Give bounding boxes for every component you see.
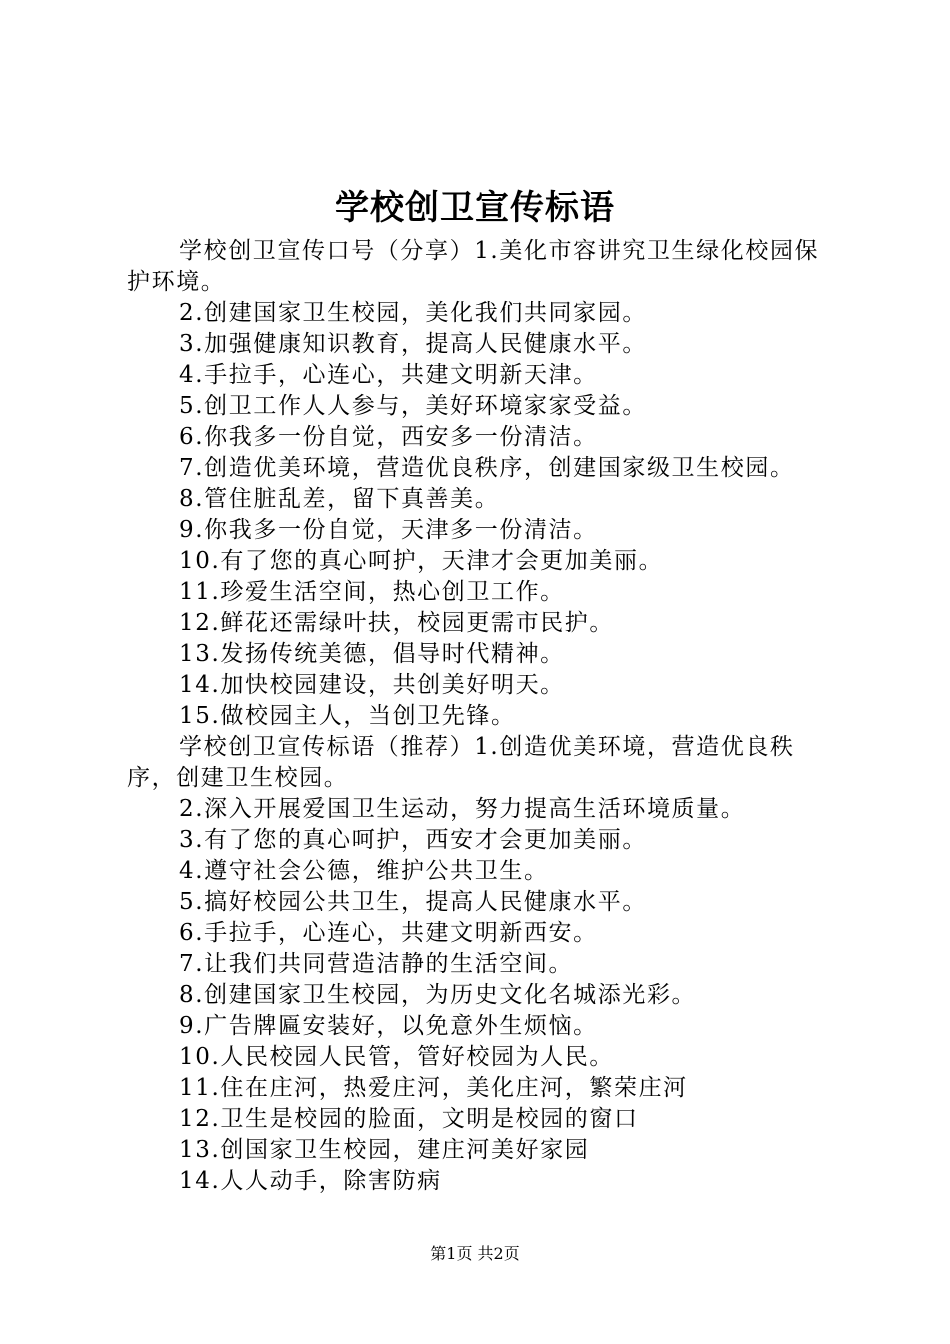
paragraph: 15.做校园主人，当创卫先锋。 — [179, 703, 516, 729]
paragraph: 8.创建国家卫生校园，为历史文化名城添光彩。 — [179, 982, 697, 1008]
paragraph: 11.住在庄河，热爱庄河，美化庄河，繁荣庄河 — [179, 1075, 688, 1101]
document-title: 学校创卫宣传标语 — [335, 188, 615, 228]
paragraph: 6.手拉手，心连心，共建文明新西安。 — [179, 920, 598, 946]
paragraph: 2.深入开展爱国卫生运动，努力提高生活环境质量。 — [179, 796, 746, 822]
paragraph: 9.广告牌匾安装好，以免意外生烦恼。 — [179, 1013, 598, 1039]
paragraph: 12.鲜花还需绿叶扶，校园更需市民护。 — [179, 610, 614, 636]
paragraph: 学校创卫宣传口号（分享）1.美化市容讲究卫生绿化校园保护环境。 — [127, 238, 820, 295]
paragraph: 13.创国家卫生校园，建庄河美好家园 — [179, 1137, 590, 1163]
paragraph: 4.遵守社会公德，维护公共卫生。 — [179, 858, 549, 884]
paragraph: 14.加快校园建设，共创美好明天。 — [179, 672, 565, 698]
paragraph: 5.创卫工作人人参与，美好环境家家受益。 — [179, 393, 647, 419]
paragraph: 7.让我们共同营造洁静的生活空间。 — [179, 951, 574, 977]
paragraph: 学校创卫宣传标语（推荐）1.创造优美环境，营造优良秩序，创建卫生校园。 — [127, 734, 795, 791]
page-footer: 第1页 共2页 — [430, 1244, 520, 1263]
paragraph: 11.珍爱生活空间，热心创卫工作。 — [179, 579, 565, 605]
paragraph: 4.手拉手，心连心，共建文明新天津。 — [179, 362, 598, 388]
paragraph: 13.发扬传统美德，倡导时代精神。 — [179, 641, 565, 667]
paragraph: 12.卫生是校园的脸面，文明是校园的窗口 — [179, 1106, 639, 1132]
paragraph: 9.你我多一份自觉，天津多一份清洁。 — [179, 517, 598, 543]
paragraph: 3.有了您的真心呵护，西安才会更加美丽。 — [179, 827, 647, 853]
paragraph: 14.人人动手，除害防病 — [179, 1168, 442, 1194]
paragraph: 6.你我多一份自觉，西安多一份清洁。 — [179, 424, 598, 450]
paragraph: 8.管住脏乱差，留下真善美。 — [179, 486, 500, 512]
paragraph: 2.创建国家卫生校园，美化我们共同家园。 — [179, 300, 647, 326]
paragraph: 7.创造优美环境，营造优良秩序，创建国家级卫生校园。 — [179, 455, 795, 481]
paragraph: 3.加强健康知识教育，提高人民健康水平。 — [179, 331, 647, 357]
paragraph: 10.有了您的真心呵护，天津才会更加美丽。 — [179, 548, 664, 574]
document-body — [127, 236, 835, 1197]
paragraph: 10.人民校园人民管，管好校园为人民。 — [179, 1044, 614, 1070]
paragraph: 5.搞好校园公共卫生，提高人民健康水平。 — [179, 889, 647, 915]
